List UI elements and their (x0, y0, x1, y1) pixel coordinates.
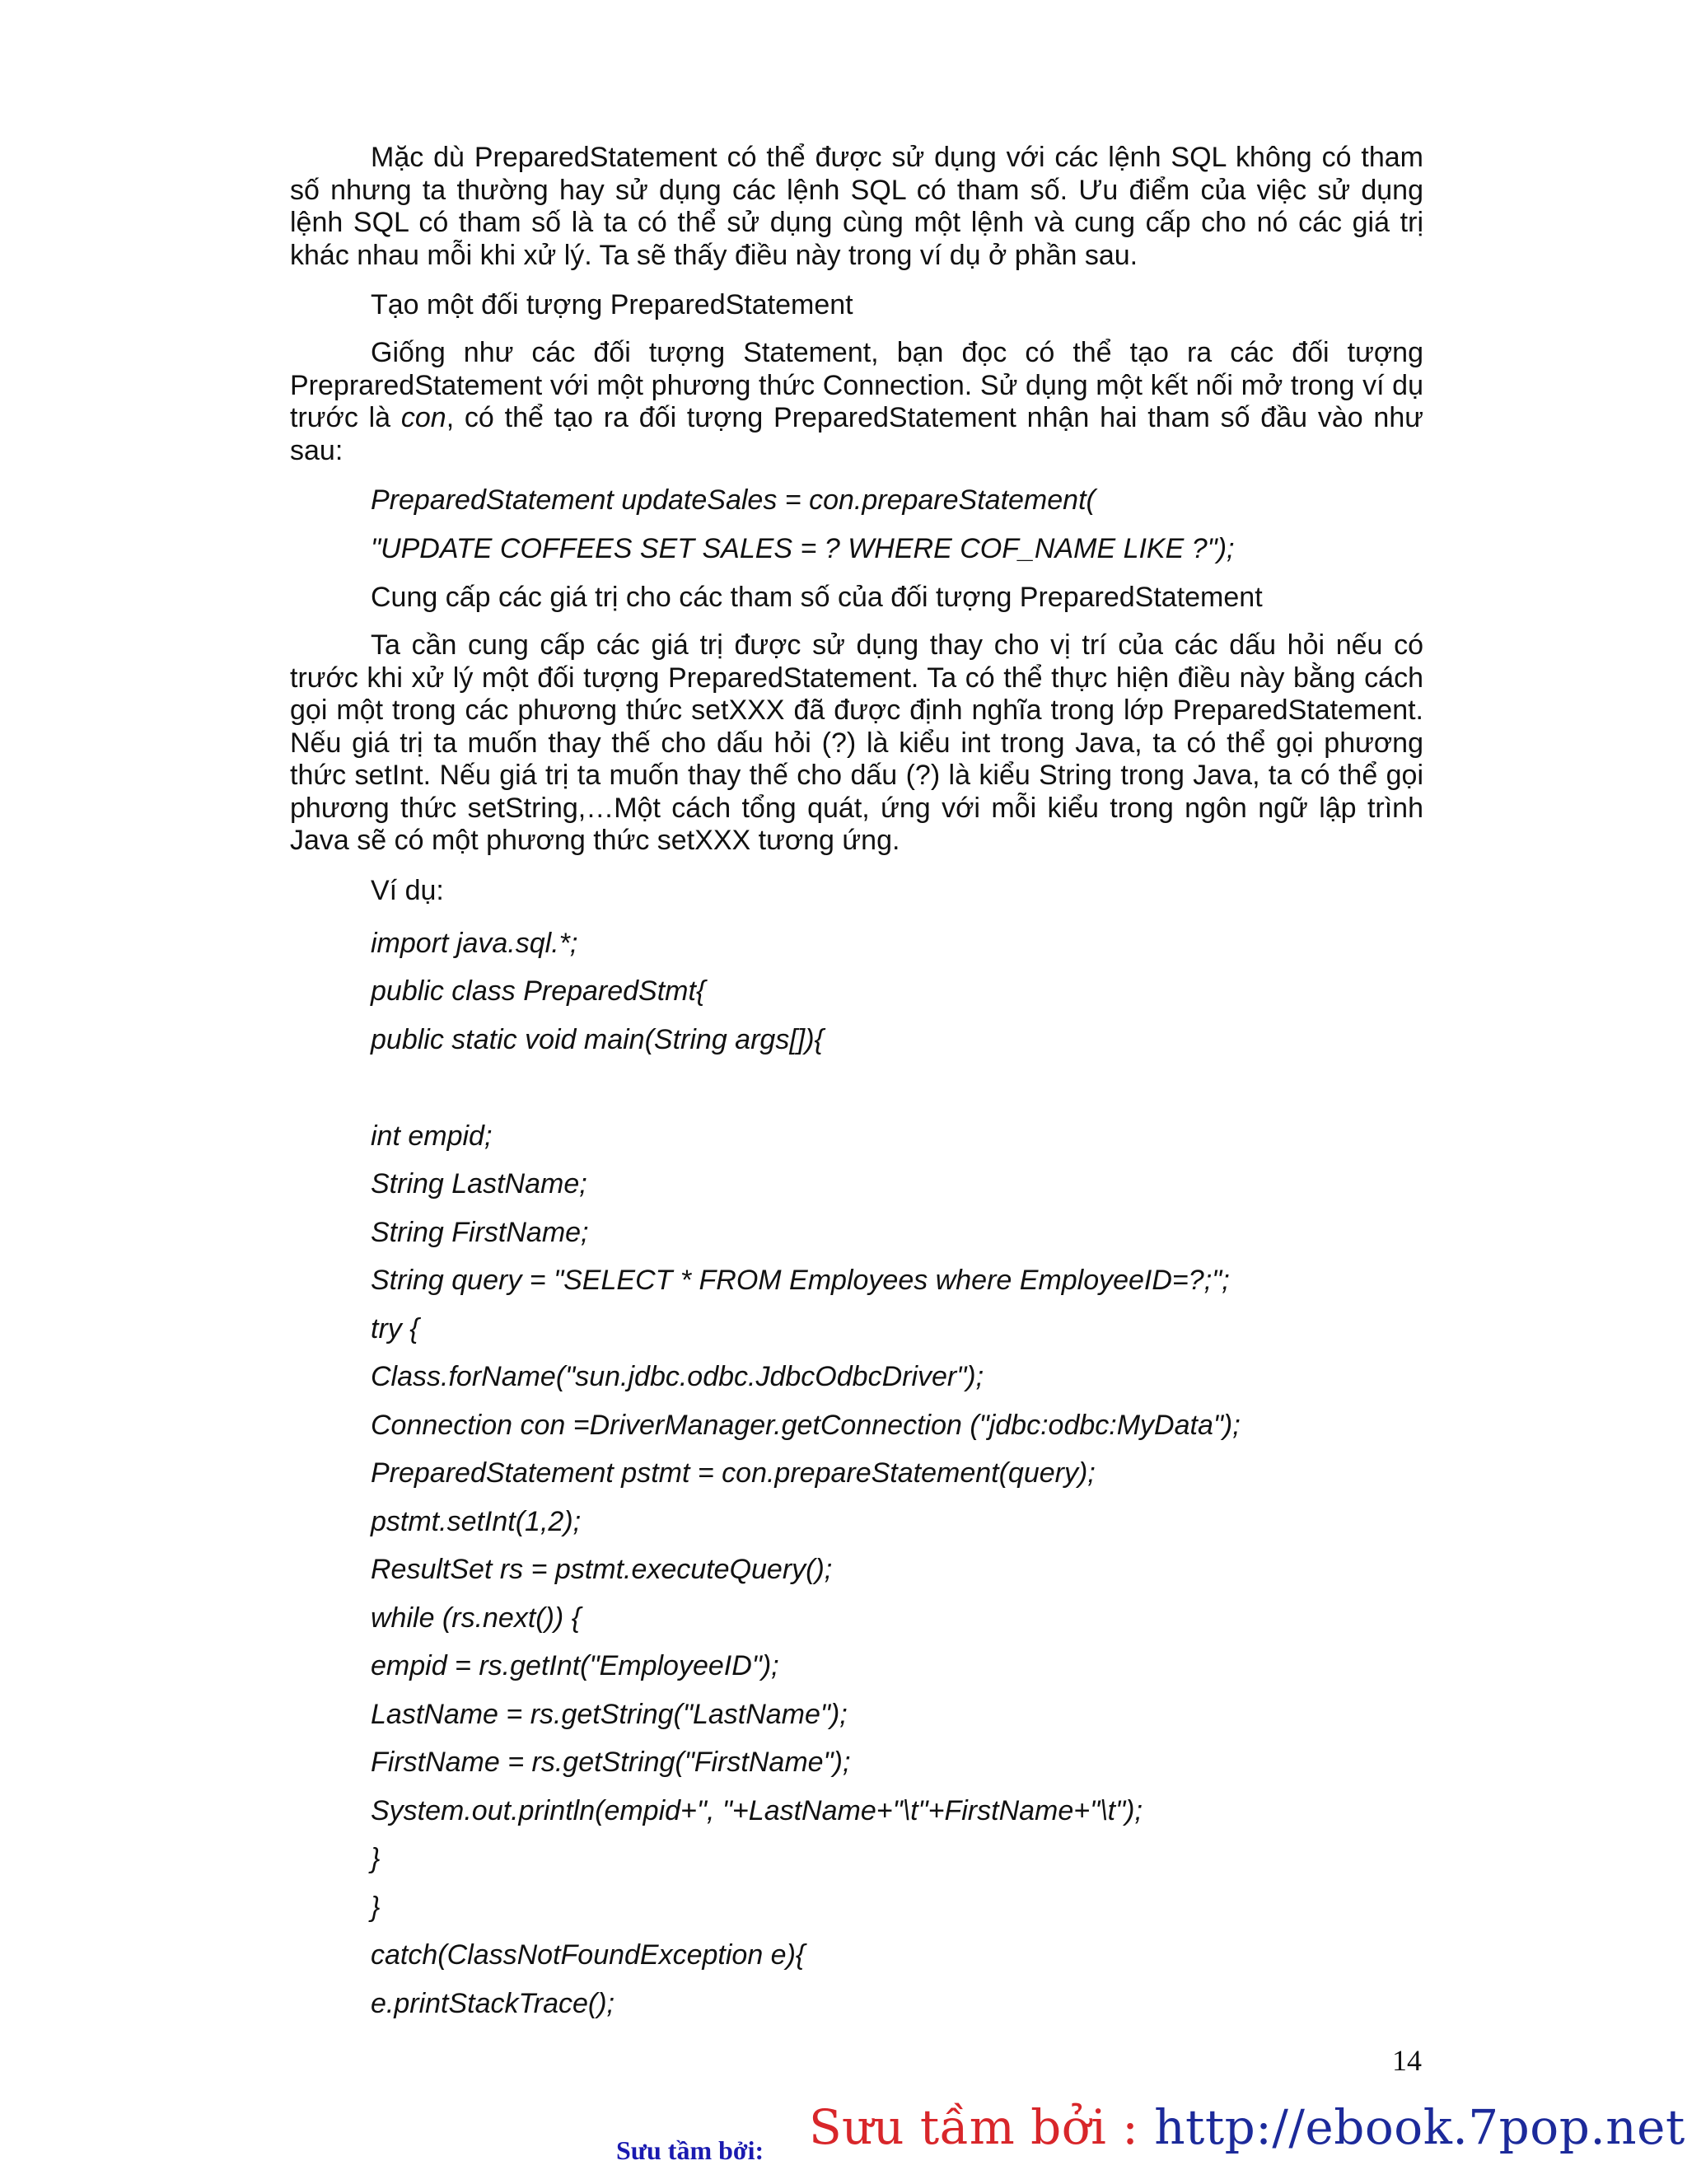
code-line: import java.sql.*; (371, 927, 578, 959)
code-line: PreparedStatement pstmt = con.prepareStatement(query); (371, 1457, 1096, 1489)
code-update-sales-line-2: "UPDATE COFFEES SET SALES = ? WHERE COF_NAME LIKE ?"); (371, 533, 1235, 564)
paragraph-intro: Mặc dù PreparedStatement có thể được sử dụng với các lệnh SQL không có tham số nhưng ta thường hay sử dụng các lệnh SQL có tham số. Ưu điểm của việc sử dụng lệnh SQL có tham số là ta có thể sử dụng cùng một lệnh và cung cấp cho nó các giá trị khác nhau mỗi khi xử lý. Ta sẽ thấy điều này trong ví dụ ở phần sau. (290, 142, 1423, 271)
code-line: LastName = rs.getString("LastName"); (371, 1698, 848, 1730)
example-label: Ví dụ: (371, 874, 444, 906)
page-number: 14 (1392, 2044, 1422, 2077)
code-line: Connection con =DriverManager.getConnection ("jdbc:odbc:MyData"); (371, 1409, 1241, 1441)
code-line: empid = rs.getInt("EmployeeID"); (371, 1650, 779, 1681)
code-line: String query = "SELECT * FROM Employees where EmployeeID=?;"; (371, 1265, 1230, 1296)
paragraph-create-text-b: , có thể tạo ra đối tượng PreparedStatement nhận hai tham số đầu vào như sau: (290, 402, 1424, 466)
code-line: FirstName = rs.getString("FirstName"); (371, 1747, 851, 1778)
code-line: ResultSet rs = pstmt.executeQuery(); (371, 1554, 833, 1585)
watermark-url-link[interactable]: http://ebook.7pop.net (1154, 2099, 1685, 2155)
code-line: catch(ClassNotFoundException e){ (371, 1939, 806, 1971)
page-content (290, 142, 1423, 2035)
code-example-block (371, 927, 1423, 2036)
code-line: System.out.println(empid+", "+LastName+"\t"+FirstName+"\t"); (371, 1794, 1143, 1826)
code-blank-line (371, 1071, 1423, 1120)
code-line: String FirstName; (371, 1216, 589, 1248)
watermark-credit-text: Sưu tầm bởi : (809, 2099, 1155, 2155)
heading-create-prepared-statement: Tạo một đối tượng PreparedStatement (371, 289, 853, 320)
paragraph-create-con: con (400, 402, 446, 433)
watermark-banner (809, 2099, 1685, 2155)
code-line: } (371, 1843, 381, 1874)
code-line: public static void main(String args[]){ (371, 1023, 824, 1055)
code-line: public class PreparedStmt{ (371, 975, 706, 1007)
code-line: } (371, 1891, 381, 1923)
paragraph-create-text-a: Giống như các đối tượng Statement, bạn đọc có thể tạo ra các đối tượng PreprаredStatement với một phương thức Connection. Sử dụng một kết nối mở trong ví dụ trước là (290, 337, 1423, 433)
code-line: try { (371, 1312, 419, 1345)
paragraph-create-description (290, 337, 1423, 467)
code-line: Class.forName("sun.jdbc.odbc.JdbcOdbcDriver"); (371, 1361, 984, 1392)
code-line: pstmt.setInt(1,2); (371, 1505, 582, 1537)
code-line: int empid; (371, 1120, 493, 1152)
credit-label: Sưu tầm bởi: (616, 2135, 764, 2165)
code-line: while (rs.next()) { (371, 1602, 582, 1634)
code-line: e.printStackTrace(); (371, 1987, 615, 2019)
code-update-sales-line-1: PreparedStatement updateSales = con.prepareStatement( (371, 484, 1096, 516)
paragraph-supply-description: Ta cần cung cấp các giá trị được sử dụng thay cho vị trí của các dấu hỏi nếu có trước khi xử lý một đối tượng PreparedStatement. Ta có thể thực hiện điều này bằng cách gọi một trong các phương thức setXXX đã được định nghĩa trong lớp PreparedStatement. Nếu giá trị ta muốn thay thế cho dấu hỏi (?) là kiểu int trong Java, ta có thể gọi phương thức setInt. Nếu giá trị ta muốn thay thế cho dấu (?) là kiểu String trong Java, ta có thể gọi phương thức setString,…Một cách tổng quát, ứng với mỗi kiểu trong ngôn ngữ lập trình Java sẽ có một phương thức setXXX tương ứng. (290, 629, 1423, 856)
heading-supply-values: Cung cấp các giá trị cho các tham số của đối tượng PreparedStatement (371, 582, 1263, 613)
code-line: String LastName; (371, 1168, 587, 1200)
